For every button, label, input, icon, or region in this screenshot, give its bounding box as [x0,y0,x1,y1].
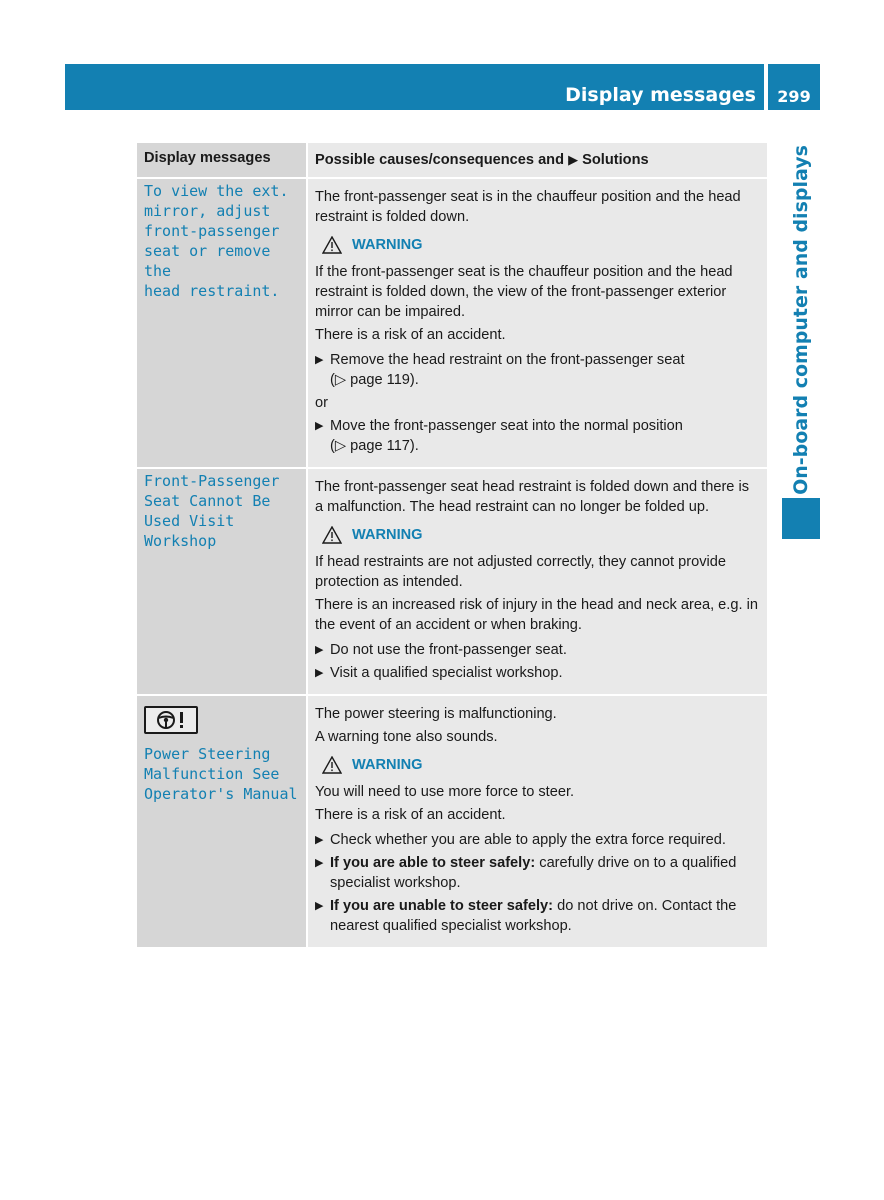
step-text: do not drive on. Contact the nearest qualified specialist workshop. [330,898,737,934]
causes-solutions [308,696,767,947]
solutions-arrow-icon: ▶ [568,152,579,167]
display-message: Front-Passenger Seat Cannot Be Used Visit Workshop [137,469,308,694]
step-text: carefully drive on to a qualified specialist workshop. [330,855,737,891]
step-arrow-icon: ▶ [315,644,324,656]
warning-triangle-icon [322,526,342,544]
warning-label: WARNING [352,237,423,253]
display-message-cell [137,696,308,947]
solution-step [315,896,761,936]
step-text: Check whether you are able to apply the extra force required. [330,832,726,848]
side-tab [781,145,821,495]
side-tab-marker [782,498,820,539]
table-row [137,694,767,947]
solution-step [315,416,761,456]
step-arrow-icon: ▶ [315,667,324,679]
warning-triangle-icon [322,756,342,774]
col1-header: Display messages [137,143,308,177]
cause-text: The front-passenger seat is in the chauffeur position and the head restraint is folded down. [315,189,741,225]
solution-step [315,853,761,893]
table-row [137,467,767,694]
display-messages-table [137,143,767,947]
step-text: Visit a qualified specialist workshop. [330,665,563,681]
step-arrow-icon: ▶ [315,354,324,366]
table-row [137,177,767,467]
step-arrow-icon: ▶ [315,420,324,432]
cause-text: A warning tone also sounds. [315,729,498,745]
display-message: Power Steering Malfunction See Operator's Manual [144,745,298,803]
col2-header [308,143,767,177]
solution-step [315,640,761,660]
warning-label: WARNING [352,527,423,543]
page-reference[interactable]: (▷ page 119). [330,372,419,388]
col2-header-text: Possible causes/consequences and [315,152,565,168]
col2-header-solutions: Solutions [582,152,649,168]
warning-text: There is an increased risk of injury in the head and neck area, e.g. in the event of an accident or when braking. [315,597,758,633]
or-text: or [315,395,328,411]
page-title: Display messages [565,84,756,106]
step-arrow-icon: ▶ [315,857,324,869]
solution-step [315,663,761,683]
step-condition: If you are unable to steer safely: [330,898,554,914]
causes-solutions [308,469,767,694]
warning-heading [322,525,761,545]
power-steering-warning-icon [144,706,198,734]
step-text: Remove the head restraint on the front-passenger seat [330,352,685,368]
causes-solutions [308,179,767,467]
step-condition: If you are able to steer safely: [330,855,536,871]
warning-text: If the front-passenger seat is the chauffeur position and the head restraint is folded down, the view of the front-passenger exterior mirror can be impaired. [315,264,733,320]
step-text: Move the front-passenger seat into the normal position [330,418,683,434]
warning-triangle-icon [322,236,342,254]
warning-heading [322,755,761,775]
table-header-row [137,143,767,177]
warning-text: There is a risk of an accident. [315,807,506,823]
solution-step [315,350,761,390]
solution-step [315,830,761,850]
warning-text: There is a risk of an accident. [315,327,506,343]
page-reference[interactable]: (▷ page 117). [330,438,419,454]
side-tab-label: On-board computer and displays [790,145,812,495]
warning-label: WARNING [352,757,423,773]
cause-text: The power steering is malfunctioning. [315,706,557,722]
step-arrow-icon: ▶ [315,900,324,912]
page-number-box [768,64,820,110]
step-arrow-icon: ▶ [315,834,324,846]
step-text: Do not use the front-passenger seat. [330,642,567,658]
header-bar [65,64,764,110]
warning-text: If head restraints are not adjusted correctly, they cannot provide protection as intended. [315,554,727,590]
display-message: To view the ext. mirror, adjust front-passenger seat or remove the head restraint. [137,179,308,467]
warning-text: You will need to use more force to steer. [315,784,575,800]
page-number: 299 [777,87,811,106]
warning-heading [322,235,761,255]
cause-text: The front-passenger seat head restraint is folded down and there is a malfunction. The head restraint can no longer be folded up. [315,479,750,515]
